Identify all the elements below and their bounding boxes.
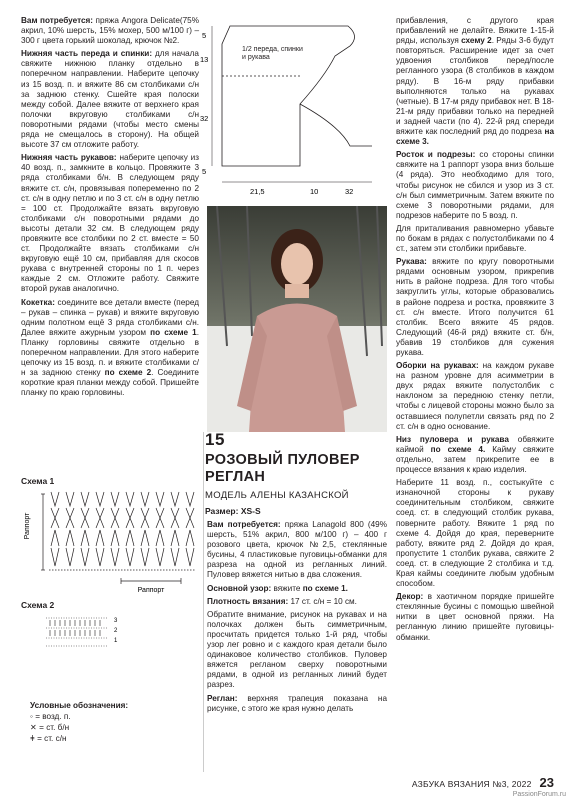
lower-body-paragraph: Нижняя часть переда и спинки: для начала свяжите нижнюю планку отдельно в поперечном направлении. Наберите цепочку из 15 возд. п. и вяжите 86 см столбиками с/н за заднюю стенку. Сшейте края полоски между собой. Далее вяжите от верхнего края полочки вкруговую столбиками с/н поворотными рядами (чтобы место смены ряда не смещалось в сторону). На общей высоте 37 см отложите работу. — [21, 49, 199, 150]
legend-chain: ◦ = возд. п. — [30, 712, 71, 721]
page-footer — [412, 775, 554, 790]
waist-paragraph: Для приталивания равномерно убавьте по бокам в рядах с полустолбиками по 4 ст., затем эти столбики прибавьте. — [396, 223, 554, 254]
schema-1-chart — [21, 486, 201, 596]
lower-sleeves-paragraph: Нижняя часть рукавов: наберите цепочку из 40 возд. п., замкните в кольцо. Провяжите 3 ряда столбиками б/н. В следующем ряду вяжите ст. с/н, провязывая попеременно по 2 ст. с/н в одну петлю и по 3 ст. с/н в одну петлю = 100 ст. Продолжайте вязать вкруговую столбиками с/н поворотными рядами до высоты детали 32 см. В следующем ряду провяжите все столбики по 2 ст. вместе = 50 ст. Продолжайте вязать столбиками с/н вкруговую ещё 10 см, прибавляя для скосов рукава с внутренней стороны по 1 п. через каждые 2 см. Отложите работу. Свяжите второй рукав аналогично. — [21, 153, 199, 294]
yoke-paragraph: Кокетка: соедините все детали вместе (перед – рукав – спинка – рукав) и вяжите вкруговую одним полотном ещё 3 ряда столбиками с/н. Далее вяжите ажурным узором по схеме 1. Планку горловины свяжите отдельно в поперечном направлении. Для этого наберите цепочку из 15 возд. п. и вяжите столбиками с/н за заднюю стенку по схеме 2. Соедините короткие края планки между собой. Пришейте планку по краю горловины. — [21, 297, 199, 398]
schema-2-chart — [40, 612, 140, 652]
pattern-diagram — [200, 16, 380, 206]
model-photo — [207, 206, 387, 432]
magazine-name: АЗБУКА ВЯЗАНИЯ №3, 2022 — [411, 779, 532, 789]
sleeves-paragraph: Рукава: вяжите по кругу поворотными рядами основным узором, прикрепив нить в районе подреза. Для того чтобы закруглить углы, которые образовались в районе подреза и ростка, провяжите 3 ст. с/н вместе. Итого получится 61 столбик. Всего вяжите 45 рядов. Следующий (46-й ряд) вяжите ст. б/н, убавив 19 столбиков для сужения рукава. — [396, 257, 554, 357]
author-line: МОДЕЛЬ АЛЕНЫ КАЗАНСКОЙ — [205, 490, 349, 501]
dim-32: 32 — [200, 114, 209, 123]
increases-paragraph: прибавления, с другого края прибавлений не делайте. Вяжите 1-15-й ряды, используя схему 2. Ряды 3-6 будут повторяться. Расширение идет за счет удвоения столбиков перед/после регланного узора (8 столбиков в каждом ряду). В 16-м ряду прибавки выполняются только на рукавах (четные). В 17-м ряду прибавок нет. В 18-21-м ряду прибавки только на передней и задней части (по 4). 22-й ряд спереди вяжите как последний ряд до подреза на схеме 3. — [396, 16, 555, 147]
watermark: PassionForum.ru — [512, 791, 566, 798]
size-line: Размер: XS-S — [205, 506, 261, 516]
materials-paragraph: Вам потребуется: пряжа Angora Delicate(75% акрил, 10% шерсть, 15% мохер, 500 м/100 г) – 300 г цвета горький шоколад, крючок №2. — [21, 16, 200, 46]
column-divider — [203, 432, 204, 772]
rapport-vertical-label: Раппорт — [24, 512, 31, 540]
dim-32b: 32 — [345, 187, 354, 196]
chain-symbol-icon: ◦ — [30, 712, 36, 721]
left-column — [21, 16, 199, 401]
legend-title: Условные обозначения: — [30, 701, 129, 710]
note-paragraph: Обратите внимание, рисунок на рукавах и на полочках должен быть симметричным, просчитать придется только 1-й ряд, чтобы узор лег ровно и с каждого края детали было одинаковое количество столбиков. Пуловер вяжется регланом сверху поворотными рядами, в одной из регланных линий будет разрез. — [207, 609, 387, 690]
dim-10: 10 — [310, 187, 319, 196]
ruffles-paragraph: Оборки на рукавах: на каждом рукаве на разном уровне для асимметрии в двух рядах вяжите полустолбик с наклоном за переднюю стенку петли, чтобы с лицевой стороны можно было за оставшиеся полупетли связать ряд по 2 ст. с/н в одно основание. — [396, 361, 554, 431]
edging-detail-paragraph: Наберите 11 возд. п., состыкуйте с изнаночной стороны к рукаву соединительным столбиком, свяжите соед. ст. в следующий столбик рукава, поверните работу. Вяжите 1 ряд по схеме 4. Дойдя до края, переверните работу, вяжите ряд 2. Дойдя до края, пропустите 1 столбик рукава, свяжите 2 соед. ст. в следующие 2 столбика и т.д. Края каймы соедините любым удобным способом. — [396, 478, 554, 589]
legend — [30, 700, 128, 744]
dim-top: 5 — [202, 31, 207, 40]
gauge-paragraph: Плотность вязания: 17 ст. с/н = 10 см. — [207, 596, 357, 606]
legend-sc: ✕ = ст. б/н — [30, 723, 70, 732]
sprout-paragraph: Росток и подрезы: со стороны спинки свяжите на 1 раппорт узора вниз больше (4 ряда). Это необходимо для того, чтобы рисунок не сбился и узор из 3 ст. с/н был симметричным. Затем вяжите по схеме 3 поворотными рядами, для подрезов наберите по 5 возд. п. — [396, 150, 554, 220]
page-title: РОЗОВЫЙ ПУЛОВЕР РЕГЛАН — [205, 452, 360, 485]
right-column — [396, 16, 554, 646]
dim-215: 21,5 — [250, 187, 265, 196]
sc-symbol-icon: ✕ — [30, 723, 40, 732]
schema-2-row-3: 3 — [114, 618, 118, 624]
decor-paragraph: Декор: в хаотичном порядке пришейте стеклянные бусины с помощью швейной нитки в цвет основной пряжи. На регланную линию пришейте пуговицы-обманки. — [396, 592, 554, 642]
schema-2-row-2: 2 — [114, 628, 118, 634]
dim-13: 13 — [200, 55, 209, 64]
rapport-horizontal-label: Раппорт — [137, 587, 165, 594]
materials-paragraph-2: Вам потребуется: пряжа Lanagold 800 (49% шерсть, 51% акрил, 800 м/100 г) – 400 г розового цвета, крючок №2,5, стеклянные бусины, 4 пластиковые пуговицы-обманки для разреза на одной из регланных линий. Пуловер вяжется нитью в два сложения. — [207, 520, 387, 580]
model-number: 15 — [205, 430, 225, 449]
dim-5: 5 — [202, 167, 207, 176]
schema-2-row-1: 1 — [114, 638, 118, 644]
diagram-label: 1/2 переда, спинки и рукава — [242, 46, 303, 61]
raglan-paragraph: Реглан: верхняя трапеция показана на рисунке, с этого же края нужно делать — [207, 693, 387, 713]
schema-2-label: Схема 2 — [21, 600, 55, 610]
edging-paragraph: Низ пуловера и рукава обвяжите каймой по схеме 4. Кайму свяжите отдельно, затем прикрепите ее в процессе вязания к краю изделия. — [396, 434, 554, 475]
schema-1-label: Схема 1 — [21, 476, 55, 486]
page-number: 23 — [539, 775, 554, 790]
dc-symbol-icon: ǂ — [30, 734, 38, 743]
main-pattern-paragraph: Основной узор: вяжите по схеме 1. — [207, 583, 348, 593]
legend-dc: ǂ = ст. с/н — [30, 734, 67, 743]
middle-column — [207, 520, 387, 717]
